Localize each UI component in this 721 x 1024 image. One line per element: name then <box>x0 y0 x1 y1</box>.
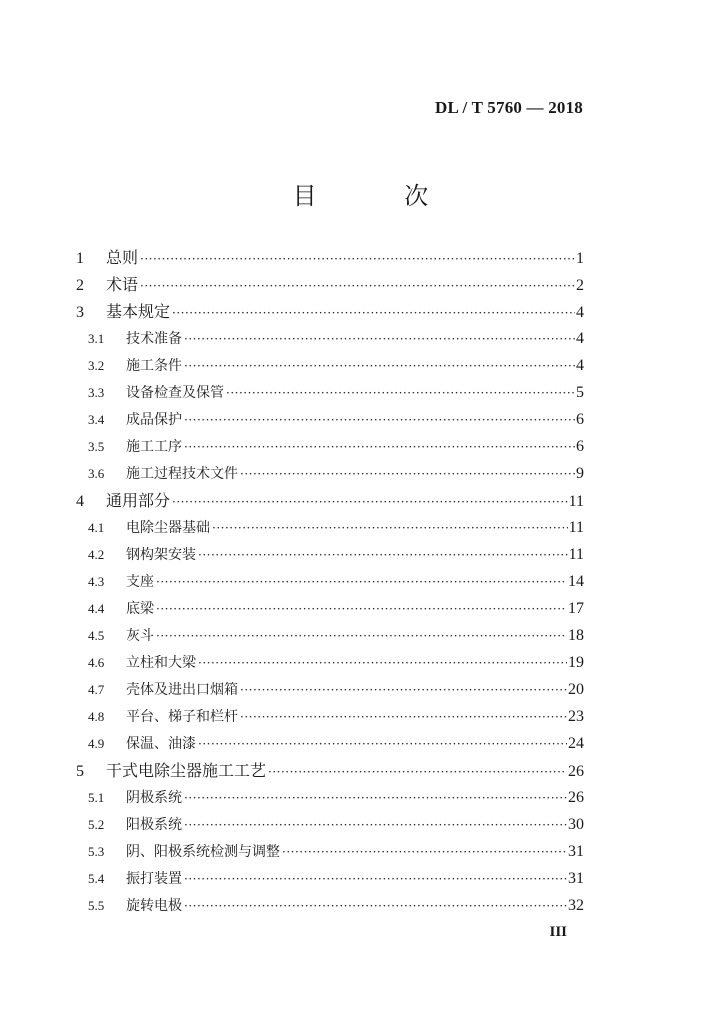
toc-entry-label: 成品保护 <box>126 412 182 428</box>
toc-entry-4-3[interactable] <box>74 568 584 595</box>
toc-entry-number: 4.1 <box>88 520 105 535</box>
toc-entry-page: 23 <box>568 708 584 725</box>
toc-entry-number: 4.7 <box>88 682 105 697</box>
toc-entry-label: 壳体及进出口烟箱 <box>126 682 238 698</box>
toc-entry-3-6[interactable] <box>74 460 584 487</box>
toc-entry-page: 31 <box>568 870 584 887</box>
toc-entry-label: 立柱和大梁 <box>126 655 196 671</box>
toc-entry-label: 施工工序 <box>126 439 182 455</box>
toc-dot-leader <box>156 596 567 622</box>
toc-entry-page: 26 <box>568 763 584 780</box>
toc-dot-leader <box>140 273 575 298</box>
toc-entry-label: 施工条件 <box>126 358 182 374</box>
toc-entry-4-2[interactable] <box>74 541 584 568</box>
toc-dot-leader <box>268 759 567 784</box>
toc-entry-page: 9 <box>576 465 584 482</box>
toc-entry-number: 2 <box>76 277 84 294</box>
toc-dot-leader <box>240 704 567 730</box>
toc-entry-page: 11 <box>568 546 584 563</box>
toc-entry-label: 通用部分 <box>106 491 171 510</box>
toc-entry-1[interactable] <box>74 244 584 271</box>
toc-entry-label: 术语 <box>106 275 139 294</box>
toc-dot-leader <box>172 489 568 514</box>
toc-dot-leader <box>184 785 567 811</box>
toc-entry-3-4[interactable] <box>74 406 584 433</box>
toc-dot-leader <box>184 353 575 379</box>
toc-entry-number: 4.6 <box>88 655 105 670</box>
toc-dot-leader <box>282 839 567 865</box>
toc-entry-number: 5.1 <box>88 790 105 805</box>
toc-entry-number: 5.5 <box>88 898 105 913</box>
toc-entry-number: 3.2 <box>88 358 105 373</box>
toc-dot-leader <box>226 380 575 406</box>
toc-entry-5-2[interactable] <box>74 811 584 838</box>
toc-entry-label: 技术准备 <box>126 331 182 347</box>
toc-entry-label: 干式电除尘器施工工艺 <box>106 761 267 780</box>
toc-dot-leader <box>240 677 567 703</box>
toc-entry-number: 4.4 <box>88 601 105 616</box>
toc-entry-label: 保温、油漆 <box>126 736 196 752</box>
toc-entry-5-4[interactable] <box>74 865 584 892</box>
toc-entry-3-1[interactable] <box>74 325 584 352</box>
toc-entry-label: 设备检查及保管 <box>126 385 224 401</box>
toc-entry-page: 11 <box>568 519 584 536</box>
toc-entry-label: 振打装置 <box>126 871 182 887</box>
toc-entry-label: 支座 <box>126 574 154 590</box>
toc-entry-page: 4 <box>576 330 584 347</box>
toc-entry-4-5[interactable] <box>74 622 584 649</box>
toc-entry-number: 4.9 <box>88 736 105 751</box>
toc-dot-leader <box>156 569 567 595</box>
toc-dot-leader <box>184 434 575 460</box>
toc-entry-number: 3.3 <box>88 385 105 400</box>
toc-entry-page: 1 <box>576 250 584 267</box>
toc-entry-number: 4.8 <box>88 709 105 724</box>
document-code: DL / T 5760 — 2018 <box>435 98 583 117</box>
toc-dot-leader <box>184 893 567 919</box>
toc-dot-leader <box>184 866 567 892</box>
toc-entry-page: 14 <box>568 573 584 590</box>
toc-entry-4-1[interactable] <box>74 514 584 541</box>
toc-entry-label: 阳极系统 <box>126 817 182 833</box>
toc-entry-3[interactable] <box>74 298 584 325</box>
toc-entry-5-3[interactable] <box>74 838 584 865</box>
toc-entry-number: 3.4 <box>88 412 105 427</box>
toc-entry-page: 4 <box>576 304 584 321</box>
toc-entry-label: 灰斗 <box>126 628 154 644</box>
page-title: 目 次 <box>292 182 469 210</box>
toc-entry-4-6[interactable] <box>74 649 584 676</box>
toc-entry-label: 基本规定 <box>106 302 171 321</box>
toc-entry-page: 20 <box>568 681 584 698</box>
toc-entry-number: 3.1 <box>88 331 105 346</box>
toc-entry-label: 施工过程技术文件 <box>126 466 238 482</box>
toc-entry-number: 3.6 <box>88 466 105 481</box>
toc-dot-leader <box>172 300 575 325</box>
toc-dot-leader <box>156 623 567 649</box>
toc-entry-page: 24 <box>568 735 584 752</box>
toc-entry-number: 5.2 <box>88 817 105 832</box>
toc-entry-number: 3 <box>76 304 84 321</box>
table-of-contents <box>74 244 584 919</box>
toc-dot-leader <box>212 515 568 541</box>
toc-entry-4[interactable] <box>74 487 584 514</box>
toc-dot-leader <box>184 407 575 433</box>
toc-entry-5-5[interactable] <box>74 892 584 919</box>
toc-entry-page: 4 <box>576 357 584 374</box>
toc-entry-number: 5.4 <box>88 871 105 886</box>
toc-entry-number: 5 <box>76 763 84 780</box>
toc-entry-page: 18 <box>568 627 584 644</box>
toc-entry-page: 19 <box>568 654 584 671</box>
toc-entry-5[interactable] <box>74 757 584 784</box>
toc-entry-number: 5.3 <box>88 844 105 859</box>
toc-dot-leader <box>140 246 575 271</box>
toc-entry-3-3[interactable] <box>74 379 584 406</box>
toc-dot-leader <box>198 731 567 757</box>
toc-dot-leader <box>184 326 575 352</box>
toc-entry-5-1[interactable] <box>74 784 584 811</box>
toc-entry-4-8[interactable] <box>74 703 584 730</box>
toc-entry-page: 5 <box>576 384 584 401</box>
toc-entry-number: 3.5 <box>88 439 105 454</box>
toc-entry-page: 32 <box>568 897 584 914</box>
toc-dot-leader <box>240 461 575 487</box>
toc-entry-label: 总则 <box>106 248 139 267</box>
toc-entry-page: 17 <box>568 600 584 617</box>
toc-entry-3-5[interactable] <box>74 433 584 460</box>
toc-entry-number: 4 <box>76 493 84 510</box>
toc-entry-page: 31 <box>568 843 584 860</box>
toc-entry-page: 11 <box>568 493 584 510</box>
toc-entry-number: 4.5 <box>88 628 105 643</box>
toc-entry-label: 底梁 <box>126 601 154 617</box>
toc-entry-3-2[interactable] <box>74 352 584 379</box>
toc-entry-number: 4.3 <box>88 574 105 589</box>
toc-entry-page: 6 <box>576 411 584 428</box>
toc-entry-4-9[interactable] <box>74 730 584 757</box>
toc-dot-leader <box>184 812 567 838</box>
toc-dot-leader <box>198 542 568 568</box>
toc-entry-4-7[interactable] <box>74 676 584 703</box>
toc-entry-label: 钢构架安装 <box>126 547 196 563</box>
toc-entry-number: 4.2 <box>88 547 105 562</box>
toc-entry-label: 阴、阳极系统检测与调整 <box>126 844 280 860</box>
toc-dot-leader <box>198 650 567 676</box>
toc-entry-page: 26 <box>568 789 584 806</box>
toc-entry-label: 电除尘器基础 <box>126 520 210 536</box>
toc-entry-page: 30 <box>568 816 584 833</box>
toc-entry-2[interactable] <box>74 271 584 298</box>
toc-entry-label: 平台、梯子和栏杆 <box>126 709 238 725</box>
toc-entry-page: 6 <box>576 438 584 455</box>
toc-entry-label: 旋转电极 <box>126 898 182 914</box>
toc-entry-4-4[interactable] <box>74 595 584 622</box>
toc-entry-page: 2 <box>576 277 584 294</box>
toc-entry-number: 1 <box>76 250 84 267</box>
toc-entry-label: 阴极系统 <box>126 790 182 806</box>
page-number: III <box>549 924 567 940</box>
